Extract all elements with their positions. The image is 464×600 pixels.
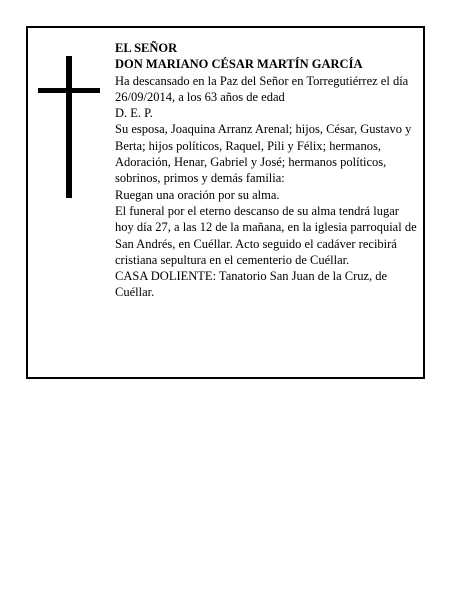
dep-abbreviation: D. E. P. [115,106,153,121]
cross-icon [38,56,100,198]
funeral-details: El funeral por el eterno descanso de su alma tendrá lugar hoy día 27, a las 12 de la mañana, en la iglesia parroquial de San Andrés, en Cuéllar. Acto seguido el cadáver recibirá cristiana sepultura en el cementerio de Cuéllar. [115,203,417,267]
prayer-request: Ruegan una oración por su alma. [115,187,280,202]
deceased-name: DON MARIANO CÉSAR MARTÍN GARCÍA [115,57,363,72]
obituary-title: EL SEÑOR [115,41,178,55]
death-notice: Ha descansado en la Paz del Señor en Torregutiérrez el día 26/09/2014, a los 63 años de edad [115,73,409,104]
obituary-notice [26,26,425,379]
cross-horizontal-bar [38,88,100,93]
family-list: Su esposa, Joaquina Arranz Arenal; hijos, César, Gustavo y Berta; hijos políticos, Raquel, Pili y Félix; hermanos, Adoración, Henar, Gabriel y José; hermanos políticos, sobrinos, primos y demás familia: [115,122,412,186]
obituary-text [115,40,420,301]
casa-doliente: CASA DOLIENTE: Tanatorio San Juan de la Cruz, de Cuéllar. [115,269,388,300]
cross-vertical-bar [66,56,72,198]
